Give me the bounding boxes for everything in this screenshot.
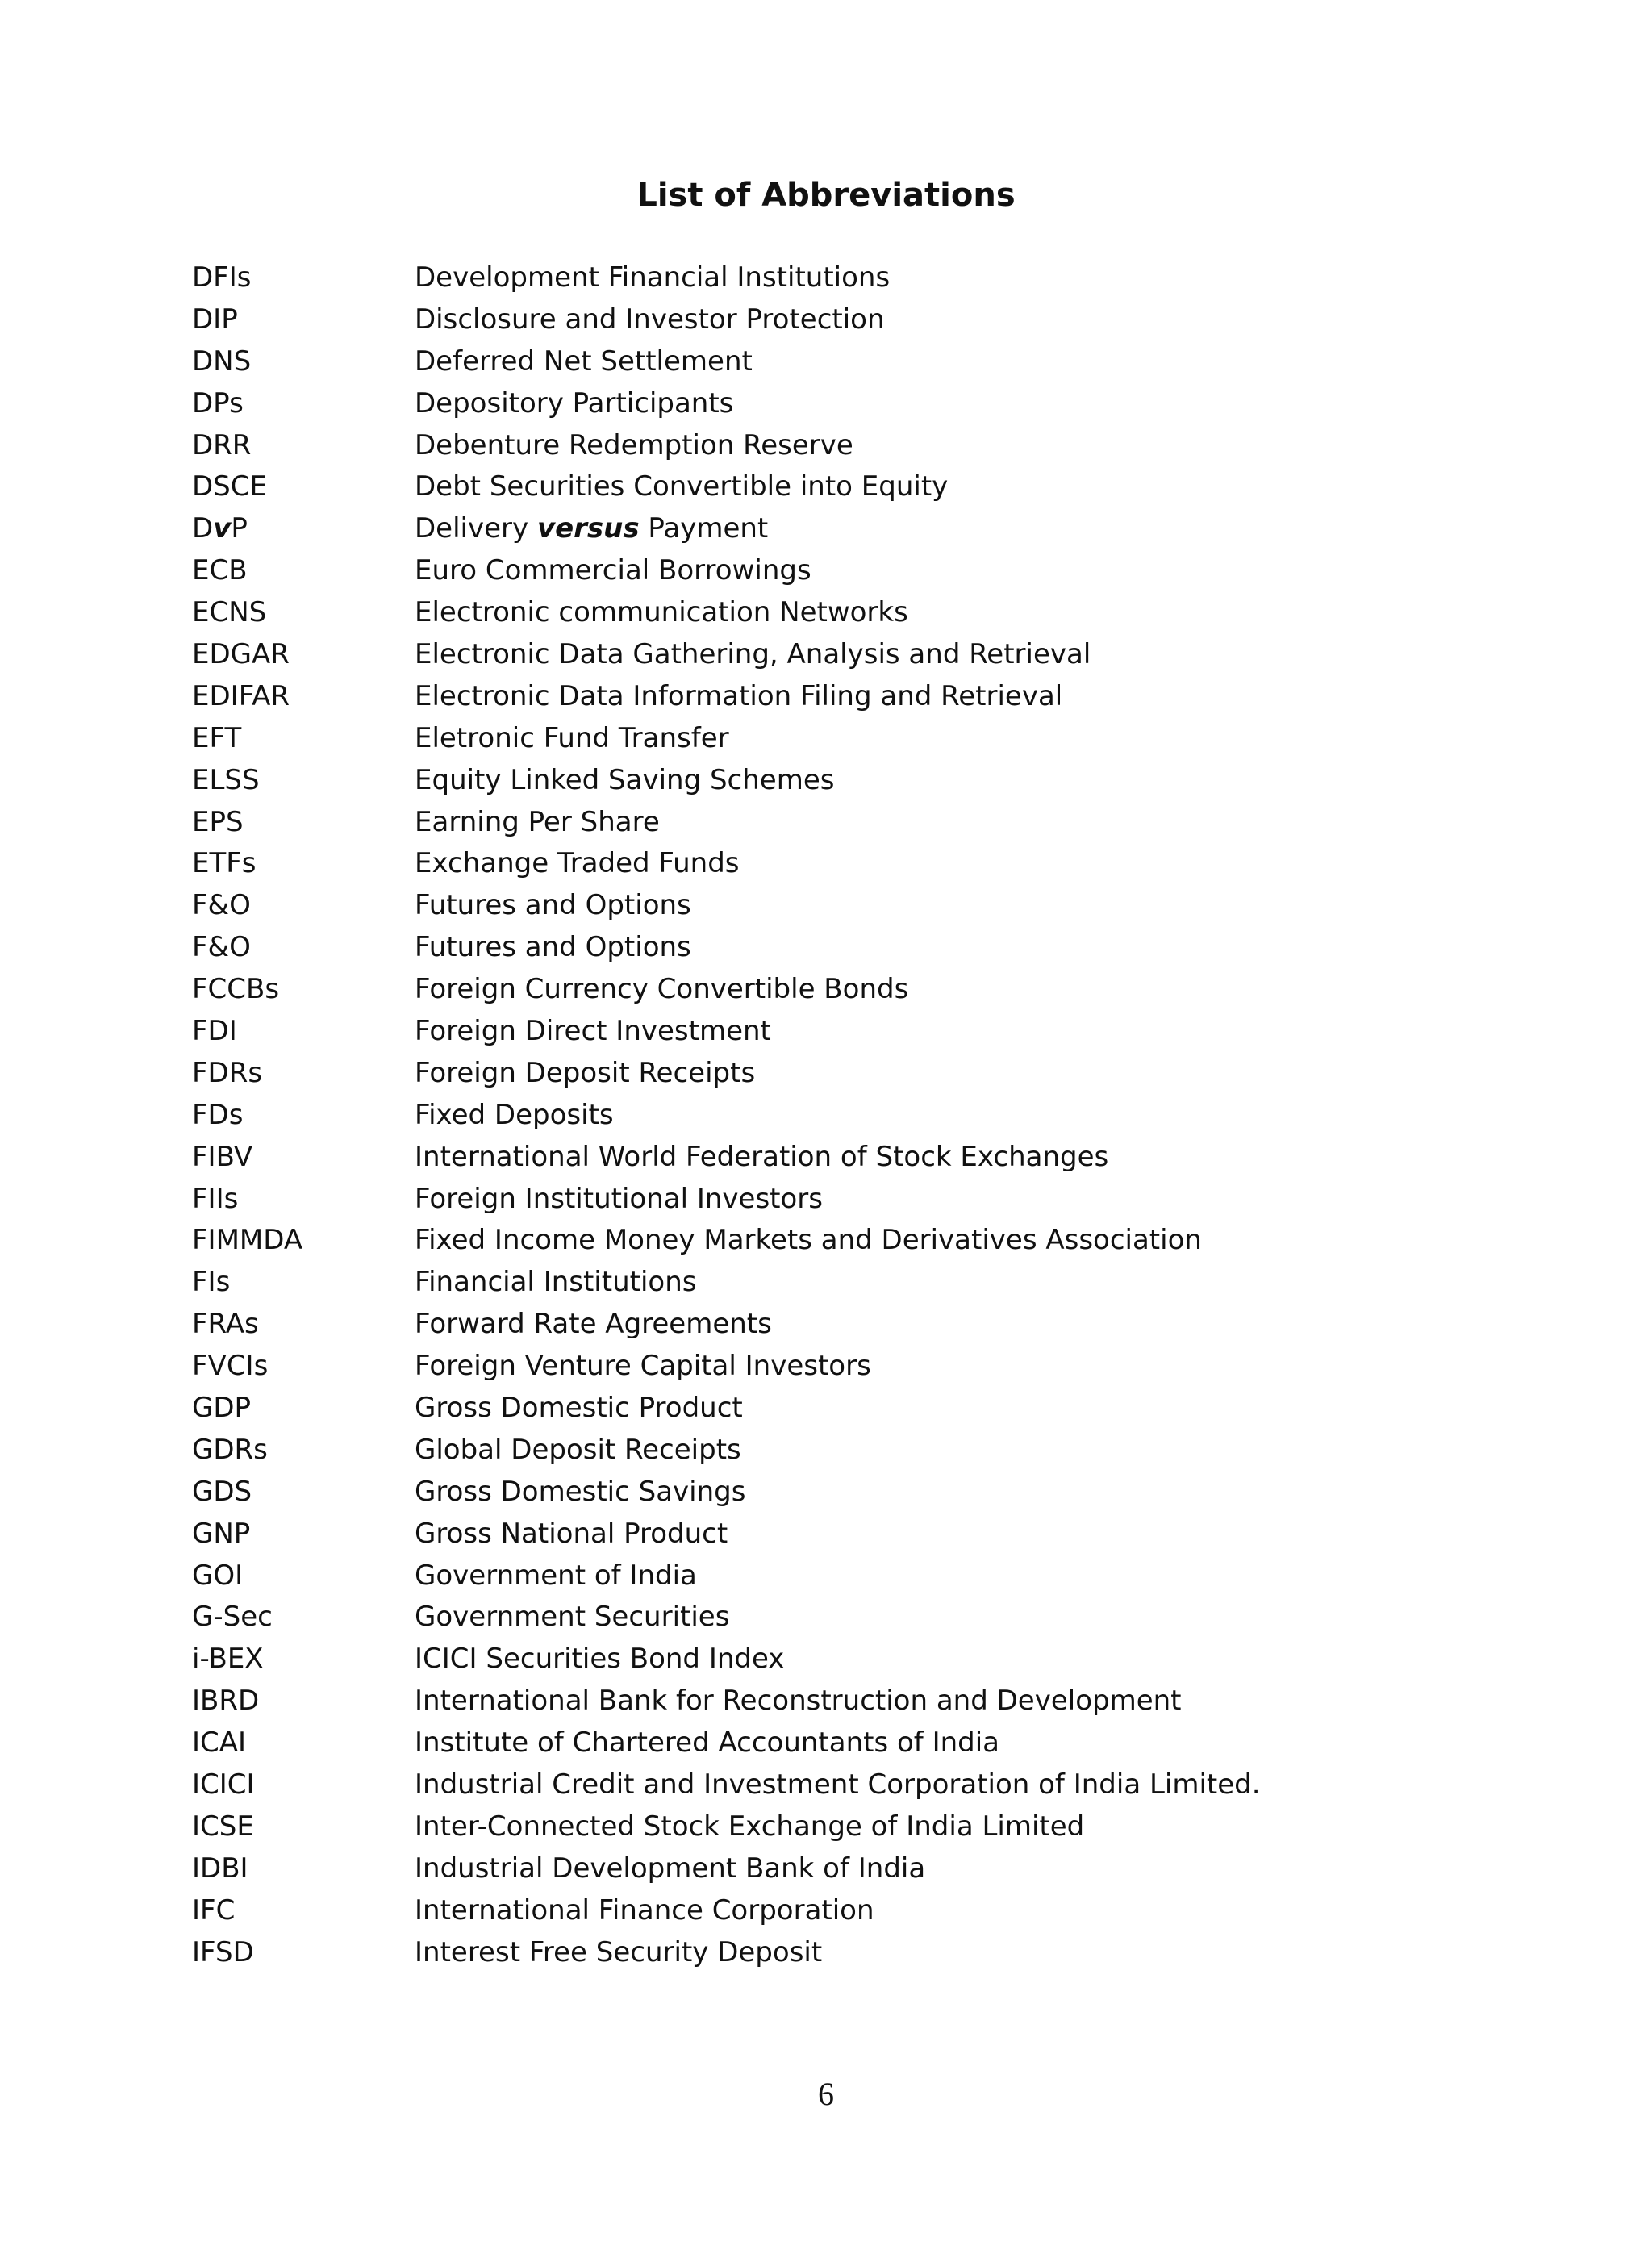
abbreviation-definition: Eletronic Fund Transfer	[415, 721, 729, 754]
abbreviation-definition: Earning Per Share	[415, 805, 660, 838]
abbreviation-term: ICSE	[192, 1810, 254, 1843]
abbreviation-term: GDP	[192, 1391, 252, 1424]
abbreviation-term: EDGAR	[192, 637, 290, 670]
abbreviation-definition: Futures and Options	[415, 889, 691, 922]
abbreviation-term: ETFs	[192, 847, 257, 880]
abbreviation-term: DRR	[192, 428, 252, 461]
abbreviation-definition: Development Financial Institutions	[415, 261, 891, 294]
abbreviation-row	[192, 801, 1261, 843]
abbreviation-definition: ICICI Securities Bond Index	[415, 1643, 785, 1676]
abbreviation-definition: Disclosure and Investor Protection	[415, 303, 885, 336]
abbreviation-row	[192, 424, 1261, 466]
abbreviation-term: ELSS	[192, 763, 260, 796]
abbreviation-row	[192, 1052, 1261, 1094]
abbreviation-definition	[415, 512, 768, 545]
abbreviation-row	[192, 1303, 1261, 1345]
abbreviation-term: IFSD	[192, 1935, 254, 1969]
abbreviation-term: IBRD	[192, 1685, 260, 1718]
abbreviation-definition: Foreign Direct Investment	[415, 1014, 771, 1047]
abbreviation-row	[192, 884, 1261, 926]
abbreviation-definition: Debenture Redemption Reserve	[415, 428, 853, 461]
abbreviation-term: DIP	[192, 303, 238, 336]
abbreviation-definition: International Finance Corporation	[415, 1893, 874, 1927]
abbreviation-definition: Electronic communication Networks	[415, 596, 908, 629]
abbreviation-row	[192, 675, 1261, 717]
abbreviation-definition: Euro Commercial Borrowings	[415, 554, 811, 587]
abbreviation-row	[192, 1010, 1261, 1052]
abbreviation-definition: Fixed Income Money Markets and Derivatives Association	[415, 1224, 1202, 1257]
abbreviation-term: FRAs	[192, 1308, 259, 1341]
abbreviation-row	[192, 1764, 1261, 1806]
abbreviation-term: DPs	[192, 386, 244, 420]
abbreviation-term: GDS	[192, 1475, 252, 1508]
abbreviation-term: FDI	[192, 1014, 237, 1047]
abbreviation-definition: Gross National Product	[415, 1517, 728, 1550]
abbreviation-term: G-Sec	[192, 1601, 273, 1634]
abbreviation-row	[192, 1597, 1261, 1639]
abbreviation-definition: Equity Linked Saving Schemes	[415, 763, 835, 796]
abbreviation-row	[192, 1178, 1261, 1220]
abbreviation-row	[192, 1513, 1261, 1555]
abbreviation-definition: Government of India	[415, 1559, 697, 1592]
abbreviation-definition: Global Deposit Receipts	[415, 1433, 741, 1466]
abbreviation-term: EDIFAR	[192, 679, 290, 712]
abbreviation-row	[192, 968, 1261, 1010]
abbreviation-definition-emphasis: versus	[536, 512, 640, 545]
abbreviation-definition: Interest Free Security Deposit	[415, 1935, 823, 1969]
abbreviation-definition: Gross Domestic Product	[415, 1391, 743, 1424]
abbreviation-row	[192, 299, 1261, 340]
abbreviation-definition: Electronic Data Gathering, Analysis and Retrieval	[415, 637, 1091, 670]
abbreviation-row	[192, 1471, 1261, 1513]
abbreviation-row	[192, 466, 1261, 507]
page-title: List of Abbreviations	[636, 177, 1016, 214]
abbreviation-term: DFIs	[192, 261, 252, 294]
abbreviation-term	[192, 512, 415, 545]
abbreviation-row	[192, 1889, 1261, 1931]
abbreviation-row	[192, 1136, 1261, 1178]
abbreviation-row	[192, 717, 1261, 759]
abbreviation-term: FIIs	[192, 1182, 239, 1215]
abbreviation-definition-part: Delivery	[415, 512, 537, 545]
abbreviation-definition: Institute of Chartered Accountants of India	[415, 1726, 1000, 1760]
abbreviation-term: ECNS	[192, 596, 267, 629]
abbreviation-term: i-BEX	[192, 1643, 264, 1676]
abbreviation-term: FIMMDA	[192, 1224, 303, 1257]
abbreviation-definition: Foreign Deposit Receipts	[415, 1056, 756, 1089]
abbreviation-term: GOI	[192, 1559, 244, 1592]
abbreviation-term-part: P	[231, 512, 248, 545]
abbreviation-definition: Inter-Connected Stock Exchange of India Limited	[415, 1810, 1085, 1843]
abbreviation-definition: Deferred Net Settlement	[415, 344, 753, 378]
abbreviation-row	[192, 926, 1261, 968]
abbreviation-term-part: D	[192, 512, 214, 545]
abbreviation-row	[192, 1345, 1261, 1387]
abbreviation-term: ICAI	[192, 1726, 247, 1760]
abbreviation-row	[192, 842, 1261, 884]
abbreviation-term: FDRs	[192, 1056, 263, 1089]
abbreviation-definition: Gross Domestic Savings	[415, 1475, 746, 1508]
abbreviation-term: DSCE	[192, 470, 267, 503]
abbreviation-term: GDRs	[192, 1433, 268, 1466]
abbreviation-definition: Foreign Venture Capital Investors	[415, 1350, 871, 1383]
abbreviation-row	[192, 1931, 1261, 1973]
abbreviation-term: FVCIs	[192, 1350, 269, 1383]
abbreviation-row	[192, 382, 1261, 424]
abbreviation-term: IFC	[192, 1893, 236, 1927]
abbreviation-term: FDs	[192, 1098, 244, 1131]
abbreviation-definition: Industrial Credit and Investment Corporation of India Limited.	[415, 1768, 1261, 1801]
abbreviation-term: F&O	[192, 889, 251, 922]
abbreviation-row	[192, 1680, 1261, 1722]
abbreviation-definition: Depository Participants	[415, 386, 734, 420]
abbreviation-definition: Futures and Options	[415, 931, 691, 964]
abbreviation-row	[192, 549, 1261, 591]
abbreviation-term: IDBI	[192, 1852, 248, 1885]
abbreviation-definition: Exchange Traded Funds	[415, 847, 740, 880]
abbreviation-term: FIBV	[192, 1140, 253, 1173]
abbreviation-row	[192, 1722, 1261, 1764]
abbreviation-term: ICICI	[192, 1768, 255, 1801]
page-number: 6	[818, 2076, 834, 2112]
abbreviation-row	[192, 257, 1261, 299]
abbreviation-term: ECB	[192, 554, 248, 587]
abbreviation-row	[192, 1806, 1261, 1847]
abbreviation-definition: Fixed Deposits	[415, 1098, 614, 1131]
abbreviation-term: DNS	[192, 344, 252, 378]
abbreviation-row	[192, 1638, 1261, 1680]
abbreviation-list	[192, 257, 1261, 1973]
abbreviation-definition: Foreign Institutional Investors	[415, 1182, 823, 1215]
abbreviation-term: GNP	[192, 1517, 251, 1550]
abbreviation-row	[192, 340, 1261, 382]
abbreviation-definition: Foreign Currency Convertible Bonds	[415, 973, 909, 1006]
abbreviation-row	[192, 1094, 1261, 1136]
abbreviation-term-emphasis: v	[213, 512, 232, 545]
abbreviation-row	[192, 1261, 1261, 1303]
abbreviation-row	[192, 1387, 1261, 1429]
abbreviation-definition: Industrial Development Bank of India	[415, 1852, 926, 1885]
abbreviation-definition: Government Securities	[415, 1601, 730, 1634]
abbreviation-row	[192, 1429, 1261, 1471]
abbreviation-definition: Electronic Data Information Filing and Retrieval	[415, 679, 1063, 712]
abbreviation-definition: Forward Rate Agreements	[415, 1308, 772, 1341]
abbreviation-term: F&O	[192, 931, 251, 964]
abbreviation-term: EPS	[192, 805, 244, 838]
abbreviation-row	[192, 591, 1261, 633]
abbreviation-row	[192, 1555, 1261, 1597]
abbreviation-definition-part: Payment	[639, 512, 769, 545]
abbreviation-term: EFT	[192, 721, 242, 754]
abbreviation-row	[192, 1847, 1261, 1889]
abbreviation-definition: International Bank for Reconstruction and Development	[415, 1685, 1182, 1718]
abbreviation-row	[192, 633, 1261, 675]
abbreviation-definition: International World Federation of Stock Exchanges	[415, 1140, 1109, 1173]
abbreviation-row	[192, 507, 1261, 549]
abbreviation-term: FCCBs	[192, 973, 280, 1006]
abbreviation-definition: Debt Securities Convertible into Equity	[415, 470, 949, 503]
abbreviation-definition: Financial Institutions	[415, 1266, 697, 1299]
abbreviation-row	[192, 759, 1261, 801]
abbreviation-row	[192, 1219, 1261, 1261]
abbreviation-term: FIs	[192, 1266, 231, 1299]
